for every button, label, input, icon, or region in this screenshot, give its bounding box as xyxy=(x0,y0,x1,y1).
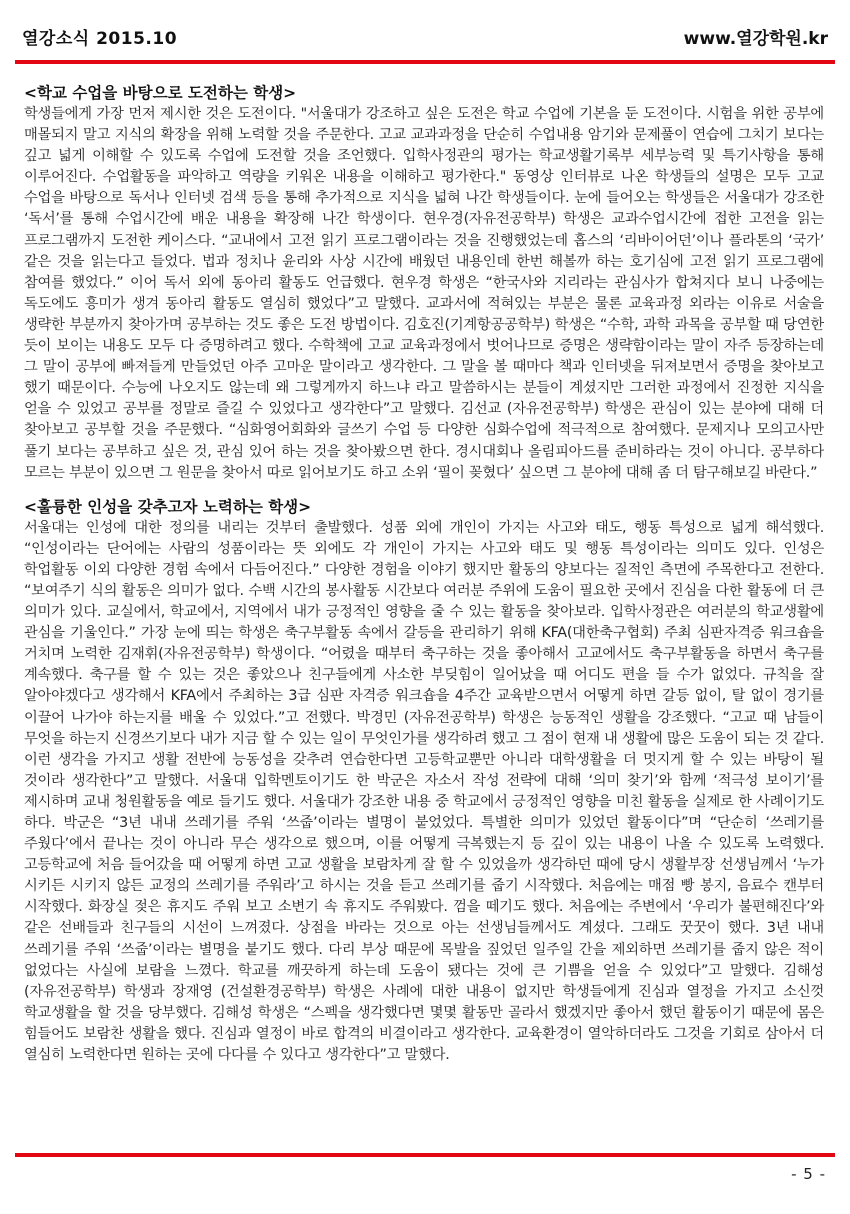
section-challenge xyxy=(24,82,824,484)
top-divider xyxy=(15,60,835,64)
page-number: - 5 - xyxy=(791,1165,826,1183)
article-body xyxy=(24,82,824,1078)
section-paragraph: 학생들에게 가장 먼저 제시한 것은 도전이다. "서울대가 강조하고 싶은 도전은 학교 수업에 기본을 둔 도전이다. 시험을 위한 공부에 매몰되지 말고 지식의 확장을 위해 노력할 것을 주문한다. 고교 교과과정을 단순히 수업내용 암기와 문제풀이 연습에 그치기 보다는 깊고 넓게 이해할 수 있도록 수업에 도전할 것을 조언했다. 입학사정관의 평가는 학교생활기록부 세부능력 및 특기사항을 통해 이루어진다. 수업활동을 파악하고 역량을 키워온 내용을 이해하고 평가한다." 동영상 인터뷰로 나온 학생들의 설명은 모두 고교 수업을 바탕으로 독서나 인터넷 검색 등을 통해 추가적으로 지식을 넓혀 나간 학생들이다. 눈에 들어오는 학생들은 서울대가 강조한 ‘독서’를 통해 수업시간에 배운 내용을 확장해 나간 학생이다. 현우경(자유전공학부) 학생은 교과수업시간에 접한 고전을 읽는 프로그램까지 도전한 케이스다. “교내에서 고전 읽기 프로그램이라는 것을 진행했었는데 홉스의 ‘리바이어던’이나 플라톤의 ‘국가’ 같은 것을 읽는다고 들었다. 법과 정치나 윤리와 사상 시간에 배웠던 내용인데 한번 해볼까 하는 호기심에 고전 읽기 프로그램에 참여를 했었다.” 이어 독서 외에 동아리 활동도 언급했다. 현우경 학생은 “한국사와 지리라는 관심사가 합쳐지다 보니 나중에는 독도에도 흥미가 생겨 동아리 활동도 열심히 했었다”고 말했다. 교과서에 적혀있는 부분은 물론 교육과정 외라는 이유로 서술을 생략한 부분까지 찾아가며 공부하는 것도 좋은 도전 방법이다. 김호진(기계항공공학부) 학생은 “수학, 과학 과목을 공부할 때 당연한 듯이 보이는 내용도 모두 다 증명하려고 했다. 수학책에 고교 교육과정에서 벗어나므로 증명은 생략함이라는 말이 자주 등장하는데 그 말이 공부에 빠져들게 만들었던 아주 고마운 말이라고 생각한다. 그 말을 볼 때마다 책과 인터넷을 뒤져보면서 증명을 찾아보고 했기 때문이다. 수능에 나오지도 않는데 왜 그렇게까지 하느냐 라고 말씀하시는 분들이 계셨지만 그러한 과정에서 진정한 지식을 얻을 수 있었고 공부를 정말로 즐길 수 있었다고 생각한다”고 말했다. 김선교 (자유전공학부) 학생은 관심이 있는 분야에 대해 더 찾아보고 공부할 것을 주문했다. “심화영어회화와 글쓰기 수업 등 다양한 심화수업에 적극적으로 참여했다. 문제지나 모의고사만 풀기 보다는 공부하고 싶은 것, 관심 있어 하는 것을 찾아봤으면 한다. 경시대회나 올림피아드를 준비하라는 것이 아니다. 공부하다 모르는 부분이 있으면 그 원문을 찾아서 따로 읽어보기도 하고 소위 ‘필이 꽂혔다’ 싶으면 그 분야에 대해 좀 더 탐구해보길 바란다.” xyxy=(24,106,824,481)
section-title: <훌륭한 인성을 갖추고자 노력하는 학생> xyxy=(24,497,312,516)
bottom-divider xyxy=(15,1153,835,1157)
section-character xyxy=(24,496,824,1066)
section-paragraph: 서울대는 인성에 대한 정의를 내리는 것부터 출발했다. 성품 외에 개인이 가지는 사고와 태도, 행동 특성으로 넓게 해석했다. “인성이라는 단어에는 사람의 성품이라는 뜻 외에도 각 개인이 가지는 사고와 태도 및 행동 특성이라는 의미도 있다. 인성은 학업활동 이외 다양한 경험 속에서 다듬어진다.” 다양한 경험을 이야기 했지만 활동의 양보다는 질적인 측면에 주목한다고 전한다. “보여주기 식의 활동은 의미가 없다. 수백 시간의 봉사활동 시간보다 여러분 주위에 도움이 필요한 곳에서 진심을 다한 활동에 더 큰 의미가 있다. 교실에서, 학교에서, 지역에서 내가 긍정적인 영향을 줄 수 있는 활동을 찾아보라. 입학사정관은 여러분의 학교생활에 관심을 기울인다.” 가장 눈에 띄는 학생은 축구부활동 속에서 갈등을 관리하기 위해 KFA(대한축구협회) 주최 심판자격증 워크숍을 거치며 노력한 김재휘(자유전공학부) 학생이다. “어렸을 때부터 축구하는 것을 좋아해서 고교에서도 축구부활동을 하면서 축구를 계속했다. 축구를 할 수 있는 것은 좋았으나 친구들에게 사소한 부딪힘이 일어났을 때 어디도 편을 들 수가 없었다. 규칙을 잘 알아야겠다고 생각해서 KFA에서 주최하는 3급 심판 자격증 워크숍을 4주간 교육받으면서 어떻게 하면 갈등 없이, 탈 없이 경기를 이끌어 나가야 하는지를 배울 수 있었다.”고 전했다. 박경민 (자유전공학부) 학생은 능동적인 생활을 강조했다. “고교 때 남들이 무엇을 하는지 신경쓰기보다 내가 지금 할 수 있는 일이 무엇인가를 생각하려 했고 그 점이 현재 내 생활에 많은 도움이 되는 것 같다. 이런 생각을 가지고 생활 전반에 능동성을 갖추려 연습한다면 고등학교뿐만 아니라 대학생활을 더 멋지게 할 수 있는 바탕이 될 것이라 생각한다”고 말했다. 서울대 입학멘토이기도 한 박군은 자소서 작성 전략에 대해 ‘의미 찾기’와 함께 ‘적극성 보이기’를 제시하며 교내 청원활동을 예로 들기도 했다. 서울대가 강조한 내용 중 학교에서 긍정적인 영향을 미친 활동을 실제로 한 사례이기도 하다. 박군은 “3년 내내 쓰레기를 주워 ‘쓰줍’이라는 별명이 붙었었다. 특별한 의미가 있었던 활동이다”며 “단순히 ‘쓰레기를 주웠다’에서 끝나는 것이 아니라 무슨 생각으로 했으며, 이를 어떻게 극복했는지 등 깊이 있는 내용이 나올 수 있도록 노력했다. 고등학교에 처음 들어갔을 때 어떻게 하면 고교 생활을 보람차게 잘 할 수 있었을까 생각하던 때에 당시 생활부장 선생님께서 ‘누가 시키든 시키지 않든 교정의 쓰레기를 주워라’고 하시는 것을 듣고 쓰레기를 줍기 시작했다. 처음에는 매점 빵 봉지, 음료수 캔부터 시작했다. 화장실 젖은 휴지도 주워 보고 소변기 속 휴지도 주워봤다. 껌을 떼기도 했다. 처음에는 주변에서 ‘우리가 불편해진다’와 같은 선배들과 친구들의 시선이 느껴졌다. 상점을 바라는 것으로 아는 선생님들께서도 계셨다. 그래도 꿋꿋이 했다. 3년 내내 쓰레기를 주워 ‘쓰줍’이라는 별명을 붙기도 했다. 다리 부상 때문에 목발을 짚었던 일주일 간을 제외하면 쓰레기를 줍지 않은 적이 없었다는 사실에 보람을 느꼈다. 학교를 깨끗하게 하는데 도움이 됐다는 것에 큰 기쁨을 얻을 수 있었다”고 말했다. 김해성 (자유전공학부) 학생과 장재영 (건설환경공학부) 학생은 사례에 대한 내용이 없지만 학생들에게 진심과 열정을 가지고 소신껏 학교생활을 할 것을 당부했다. 김해성 학생은 “스펙을 생각했다면 몇몇 활동만 골라서 했겠지만 좋아서 했던 활동이기 때문에 몸은 힘들어도 보람찬 생활을 했다. 진심과 열정이 바로 합격의 비결이라고 생각한다. 교육환경이 열악하더라도 그것을 기회로 삼아서 더 열심히 노력한다면 원하는 곳에 다다를 수 있다고 생각한다”고 말했다. xyxy=(24,519,824,1064)
page-header xyxy=(22,22,828,50)
newsletter-title: 열강소식 2015.10 xyxy=(22,28,178,49)
website-url: www.열강학원.kr xyxy=(683,28,828,49)
section-title: <학교 수업을 바탕으로 도전하는 학생> xyxy=(24,84,297,102)
